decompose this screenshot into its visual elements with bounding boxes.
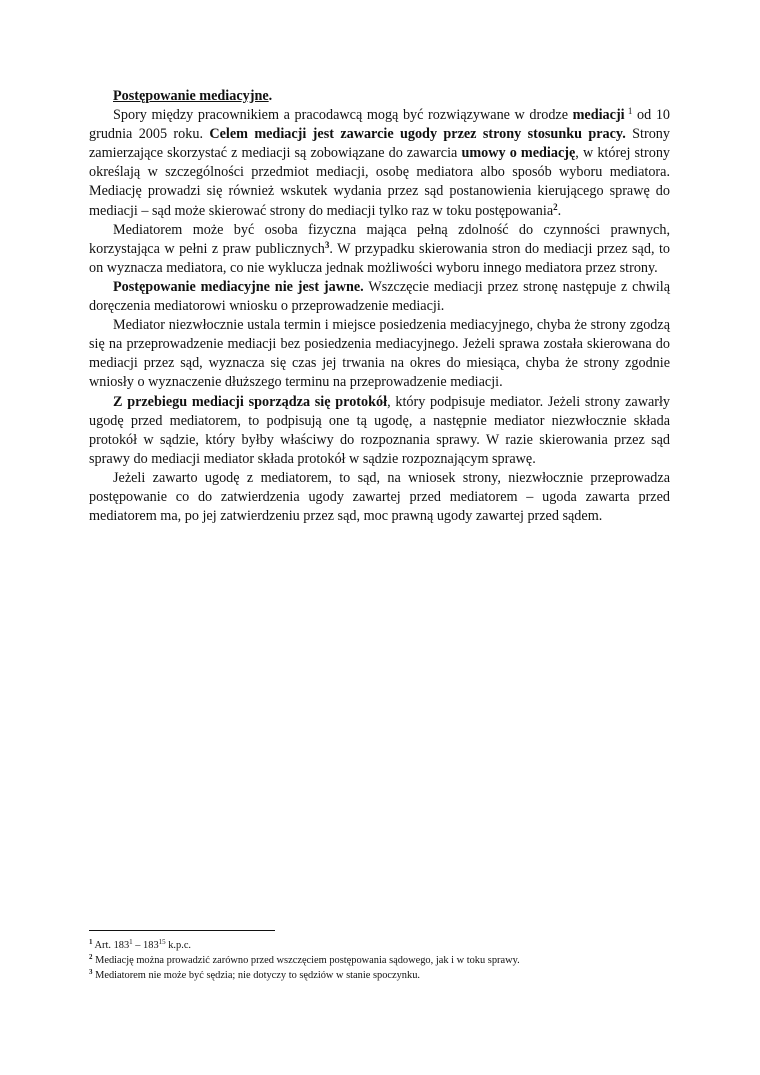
text: k.p.c. [165, 940, 192, 951]
footnote-3 [89, 968, 689, 983]
main-text [89, 87, 670, 526]
paragraph-3 [89, 278, 670, 316]
emphasis: mediacji [572, 107, 625, 124]
footnote-2 [89, 953, 689, 968]
footnote-mark: 3 [89, 968, 93, 976]
superscript: 1 [129, 938, 133, 946]
footnote-ref: 3 [324, 239, 330, 250]
emphasis: Z przebiegu mediacji sporządza się protokół [113, 393, 388, 410]
footnote-separator [89, 930, 275, 931]
paragraph-5 [89, 393, 670, 469]
footnote-mark: 2 [89, 953, 93, 961]
paragraph-6 [89, 469, 670, 526]
text: Mediatorem może być osoba fizyczna mająca pełną zdolność do czynności prawnych, korzystająca w pełni z praw publicznych [89, 221, 670, 257]
footnote-1 [89, 938, 689, 953]
text: Jeżeli zawarto ugodę z mediatorem, to sąd, na wniosek strony, niezwłocznie przeprowadza postępowanie co do zatwierdzenia ugody zawartej przed mediatorem – ugoda zawarta przed mediatorem ma, po jej zatwierdzeniu przez sąd, moc prawną ugody zawartej przed sądem. [89, 469, 670, 525]
text: . W przypadku skierowania stron do mediacji przez sąd, to on wyznacza mediatora, co nie wyklucza jednak możliwości wyboru innego mediatora przez strony. [89, 240, 670, 276]
text: – 183 [132, 940, 159, 951]
superscript: 15 [158, 938, 166, 946]
text: Mediację można prowadzić zarówno przed wszczęciem postępowania sądowego, jak i w toku sprawy. [92, 955, 520, 966]
text: Wszczęcie mediacji przez stronę następuje z chwilą doręczenia mediatorowi wniosku o przeprowadzenie mediacji. [89, 278, 670, 315]
emphasis: Celem mediacji jest zawarcie ugody przez strony stosunku pracy. [209, 126, 626, 143]
text: , który podpisuje mediator. Jeżeli strony zawarły ugodę przed mediatorem, to podpisują one tą ugodę, a następnie mediator niezwłocznie składa protokół w sądzie, który byłby właściwy do rozpoznania sprawy. W razie skierowania przez sąd sprawy do mediacji mediator składa protokół w sądzie rozpoznającym sprawę. [89, 393, 671, 467]
text: Mediatorem nie może być sędzia; nie dotyczy to sędziów w stanie spoczynku. [92, 970, 420, 981]
emphasis: Postępowanie mediacyjne nie jest jawne. [113, 278, 364, 295]
text: , w której strony określają w szczególności przedmiot mediacji, osobę mediatora albo sposób wyboru mediatora. Mediację prowadzi się również wskutek wydania przez sąd postanowienia kierującego sprawę do mediacji – sąd może skierować strony do mediacji tylko raz w toku postępowania [89, 145, 671, 219]
paragraph-2 [89, 221, 670, 278]
text: . [557, 202, 562, 219]
footnote-ref: 2 [553, 201, 558, 212]
text: Mediator niezwłocznie ustala termin i miejsce posiedzenia mediacyjnego, chyba że strony zgodzą się na przeprowadzenie mediacji bez posiedzenia mediacyjnego. Jeżeli sprawa została skierowana do mediacji przez sąd, wyznacza się czas jej trwania na okres do miesiąca, chyba że strony zgodnie wniosły o wyznaczenie dłuższego terminu na przeprowadzenie mediacji. [89, 317, 670, 391]
text: od 10 grudnia 2005 roku. [89, 107, 671, 143]
footnote-ref: 1 [624, 106, 633, 117]
paragraph-1 [89, 106, 670, 221]
emphasis: umowy o mediację [461, 145, 576, 162]
heading-title: Postępowanie mediacyjne [113, 88, 269, 104]
footnotes [89, 938, 689, 983]
paragraph-4 [89, 316, 670, 392]
text: Strony zamierzające skorzystać z mediacji są zobowiązane do zawarcia [89, 126, 670, 162]
footnote-mark: 1 [89, 938, 93, 946]
section-heading [89, 87, 670, 106]
text: Art. 183 [92, 940, 130, 951]
heading-period: . [268, 88, 273, 104]
text: Spory między pracownikiem a pracodawcą mogą być rozwiązywane w drodze [113, 107, 573, 124]
